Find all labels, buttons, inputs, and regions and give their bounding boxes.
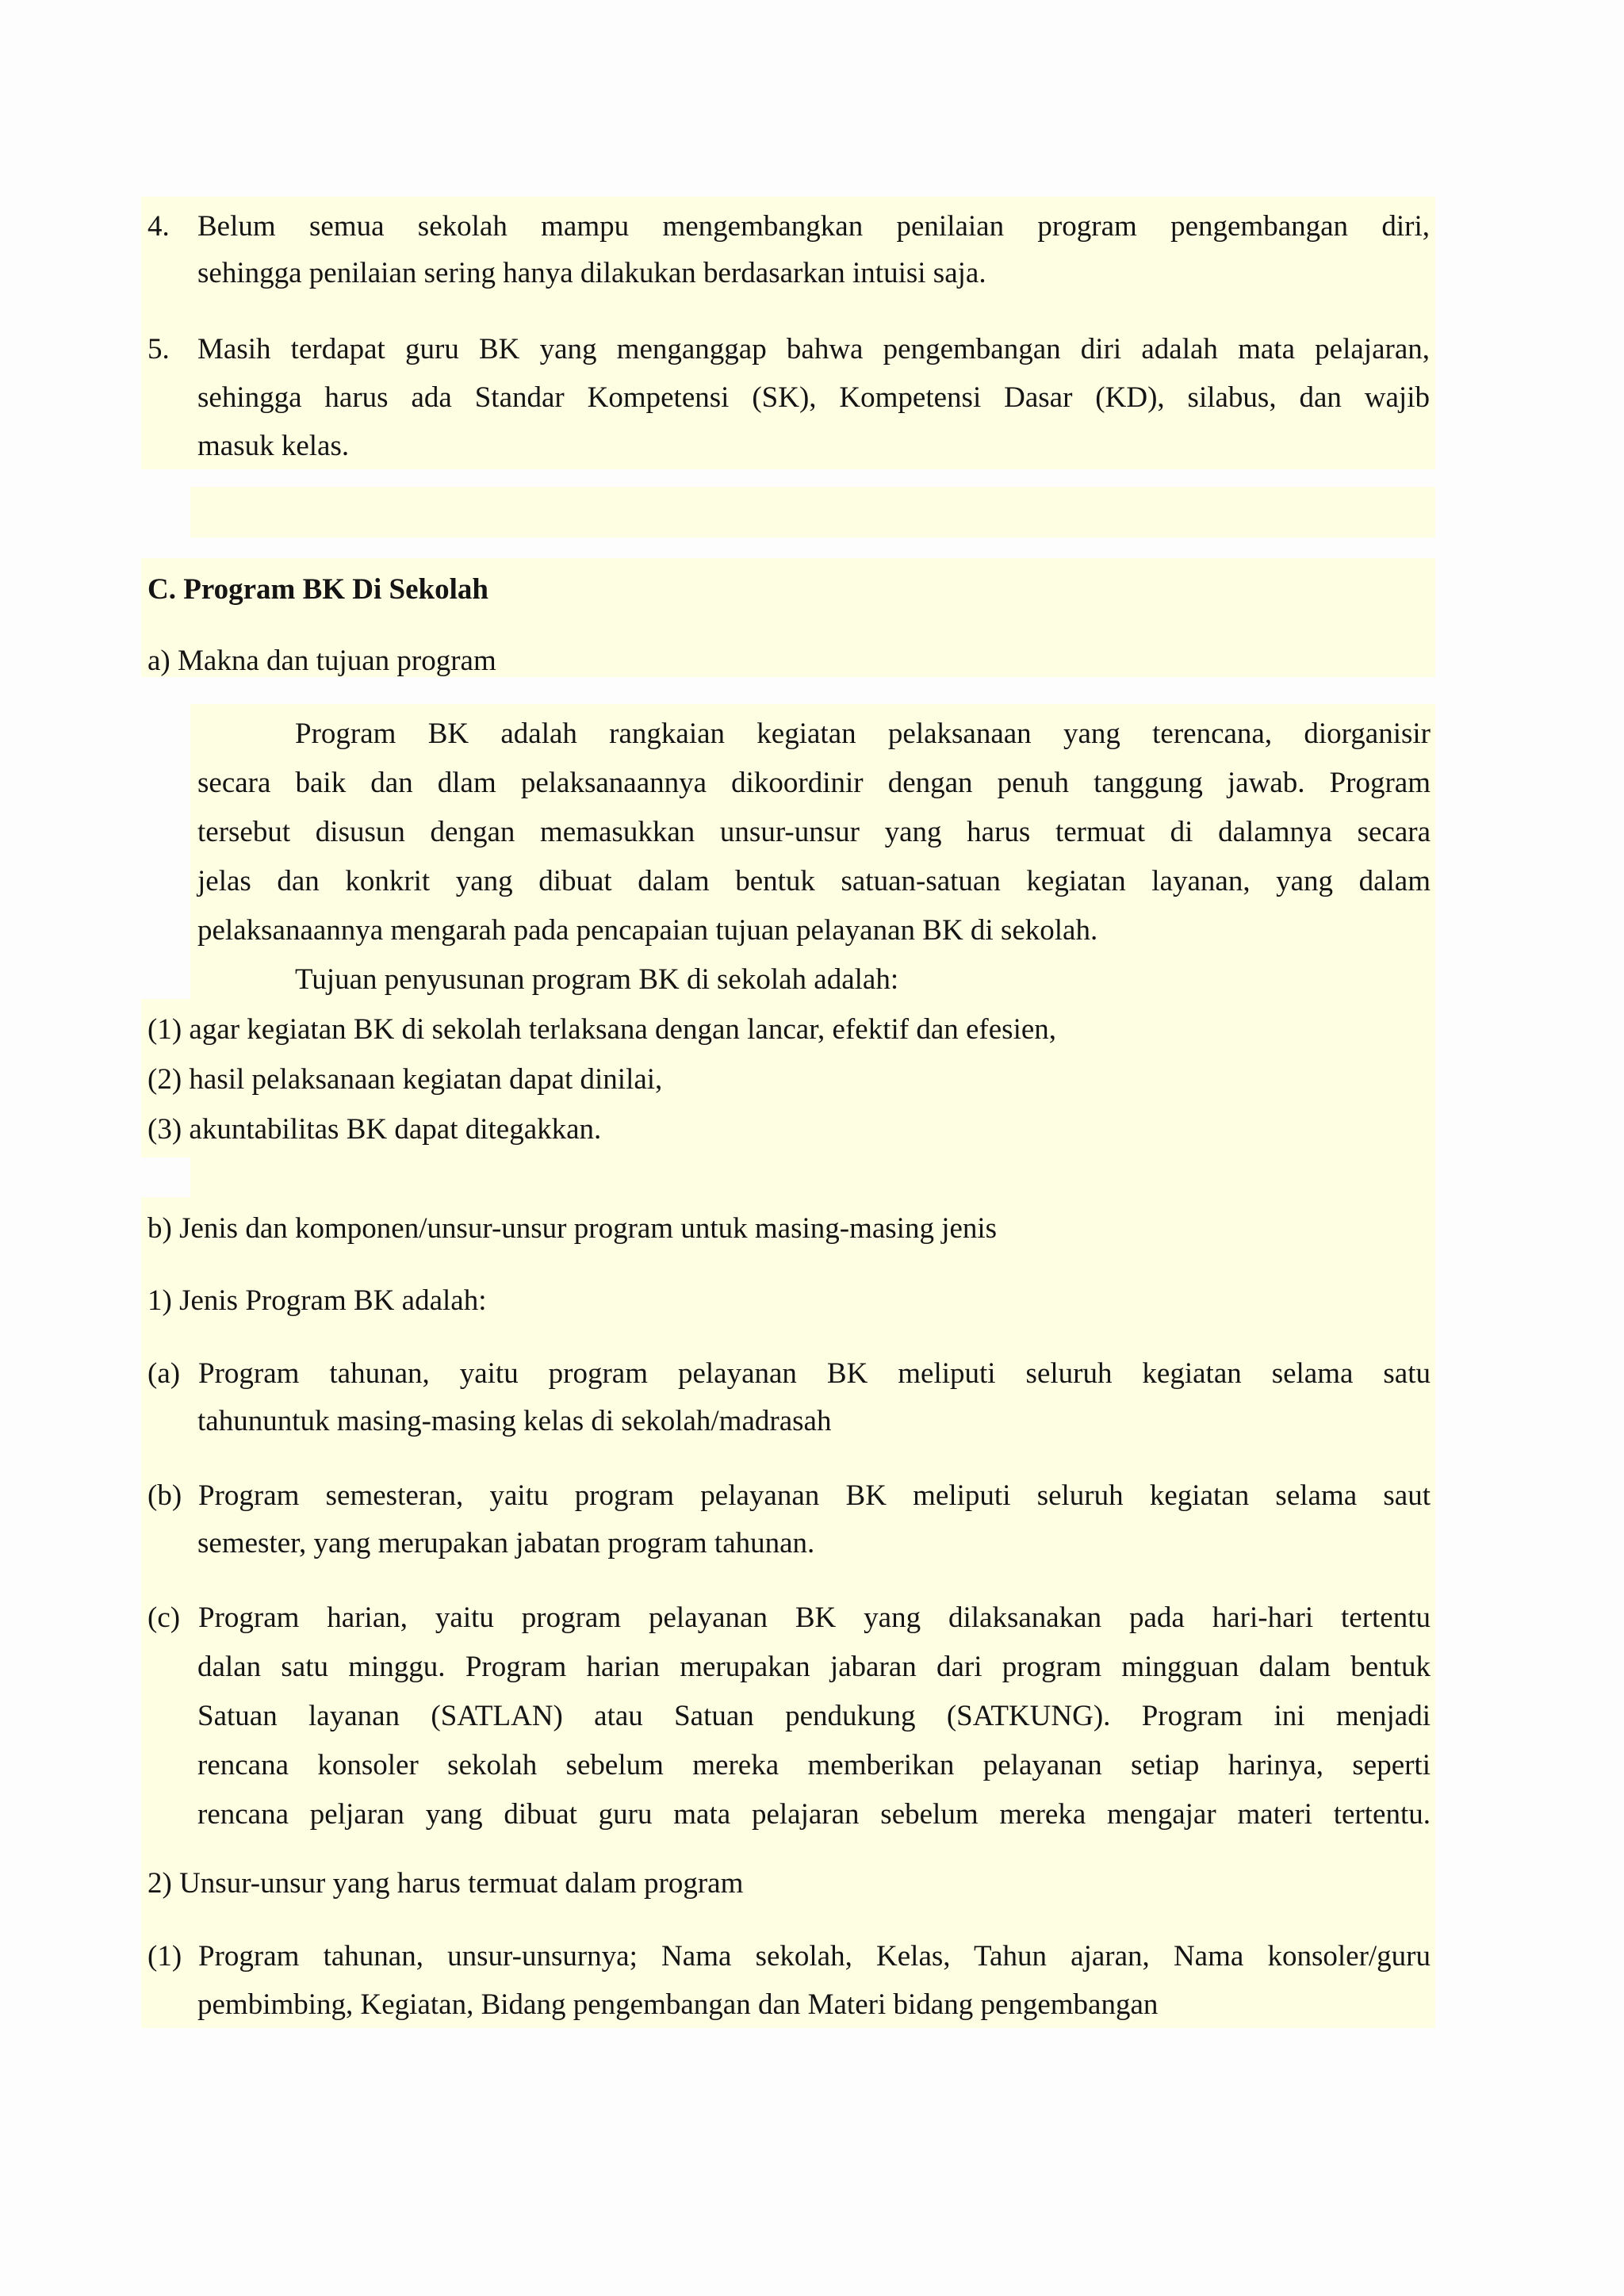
list-item-line: Program harian, yaitu program pelayanan BK yang dilaksanakan pada hari-hari tertentu — [198, 1601, 1431, 1634]
list-item-line: Program semesteran, yaitu program pelayanan BK meliputi seluruh kegiatan selama saut — [198, 1479, 1431, 1512]
list-item-line: Satuan layanan (SATLAN) atau Satuan pendukung (SATKUNG). Program ini menjadi — [197, 1700, 1431, 1732]
list-item-line: masuk kelas. — [197, 430, 350, 462]
list-item-line: Program tahunan, unsur-unsurnya; Nama sekolah, Kelas, Tahun ajaran, Nama konsoler/guru — [198, 1940, 1431, 1973]
list-item-line: semester, yang merupakan jabatan program tahunan. — [197, 1527, 815, 1559]
list-item-line: sehingga penilaian sering hanya dilakukan berdasarkan intuisi saja. — [197, 257, 986, 289]
list-number: 4. — [147, 210, 170, 243]
list-item-line: sehingga harus ada Standar Kompetensi (SK), Kompetensi Dasar (KD), silabus, dan wajib — [197, 381, 1430, 414]
goal-item: (3) akuntabilitas BK dapat ditegakkan. — [147, 1113, 602, 1146]
list-number: 5. — [147, 333, 170, 365]
list-item-line: dalan satu minggu. Program harian merupakan jabaran dari program mingguan dalam bentuk — [197, 1651, 1431, 1683]
list-item-line: Belum semua sekolah mampu mengembangkan penilaian program pengembangan diri, — [197, 210, 1430, 243]
paragraph-line: Tujuan penyusunan program BK di sekolah adalah: — [295, 963, 899, 996]
list-number: (a) — [147, 1357, 181, 1390]
list-number: (1) — [147, 1940, 182, 1973]
paragraph-line: pelaksanaannya mengarah pada pencapaian tujuan pelayanan BK di sekolah. — [197, 914, 1098, 947]
list-item-line: tahununtuk masing-masing kelas di sekolah/madrasah — [197, 1405, 832, 1437]
paragraph-line: jelas dan konkrit yang dibuat dalam bentuk satuan-satuan kegiatan layanan, yang dalam — [197, 865, 1431, 897]
goal-item: (1) agar kegiatan BK di sekolah terlaksana dengan lancar, efektif dan efesien, — [147, 1013, 1057, 1046]
list-item-line: rencana peljaran yang dibuat guru mata pelajaran sebelum mereka mengajar materi tertentu. — [197, 1798, 1431, 1831]
list-item-line: rencana konsoler sekolah sebelum mereka memberikan pelayanan setiap harinya, seperti — [197, 1749, 1431, 1781]
list-item-line: Program tahunan, yaitu program pelayanan BK meliputi seluruh kegiatan selama satu — [198, 1357, 1431, 1390]
highlight-block — [190, 487, 1435, 538]
subsection-heading: a) Makna dan tujuan program — [147, 645, 496, 677]
section-heading: C. Program BK Di Sekolah — [147, 573, 488, 606]
list-number: (b) — [147, 1479, 182, 1512]
paragraph-line: secara baik dan dlam pelaksanaannya dikoordinir dengan penuh tanggung jawab. Program — [197, 767, 1431, 799]
subsection-heading: 1) Jenis Program BK adalah: — [147, 1284, 487, 1317]
list-number: (c) — [147, 1601, 181, 1634]
paragraph-line: tersebut disusun dengan memasukkan unsur-unsur yang harus termuat di dalamnya secara — [197, 816, 1431, 848]
list-item-line: pembimbing, Kegiatan, Bidang pengembangan dan Materi bidang pengembangan — [197, 1988, 1159, 2021]
paragraph-line: Program BK adalah rangkaian kegiatan pelaksanaan yang terencana, diorganisir — [295, 718, 1431, 750]
goal-item: (2) hasil pelaksanaan kegiatan dapat dinilai, — [147, 1063, 663, 1096]
subsection-heading: b) Jenis dan komponen/unsur-unsur program untuk masing-masing jenis — [147, 1212, 998, 1245]
list-item-line: Masih terdapat guru BK yang menganggap bahwa pengembangan diri adalah mata pelajaran, — [197, 333, 1430, 365]
subsection-heading: 2) Unsur-unsur yang harus termuat dalam program — [147, 1867, 744, 1900]
